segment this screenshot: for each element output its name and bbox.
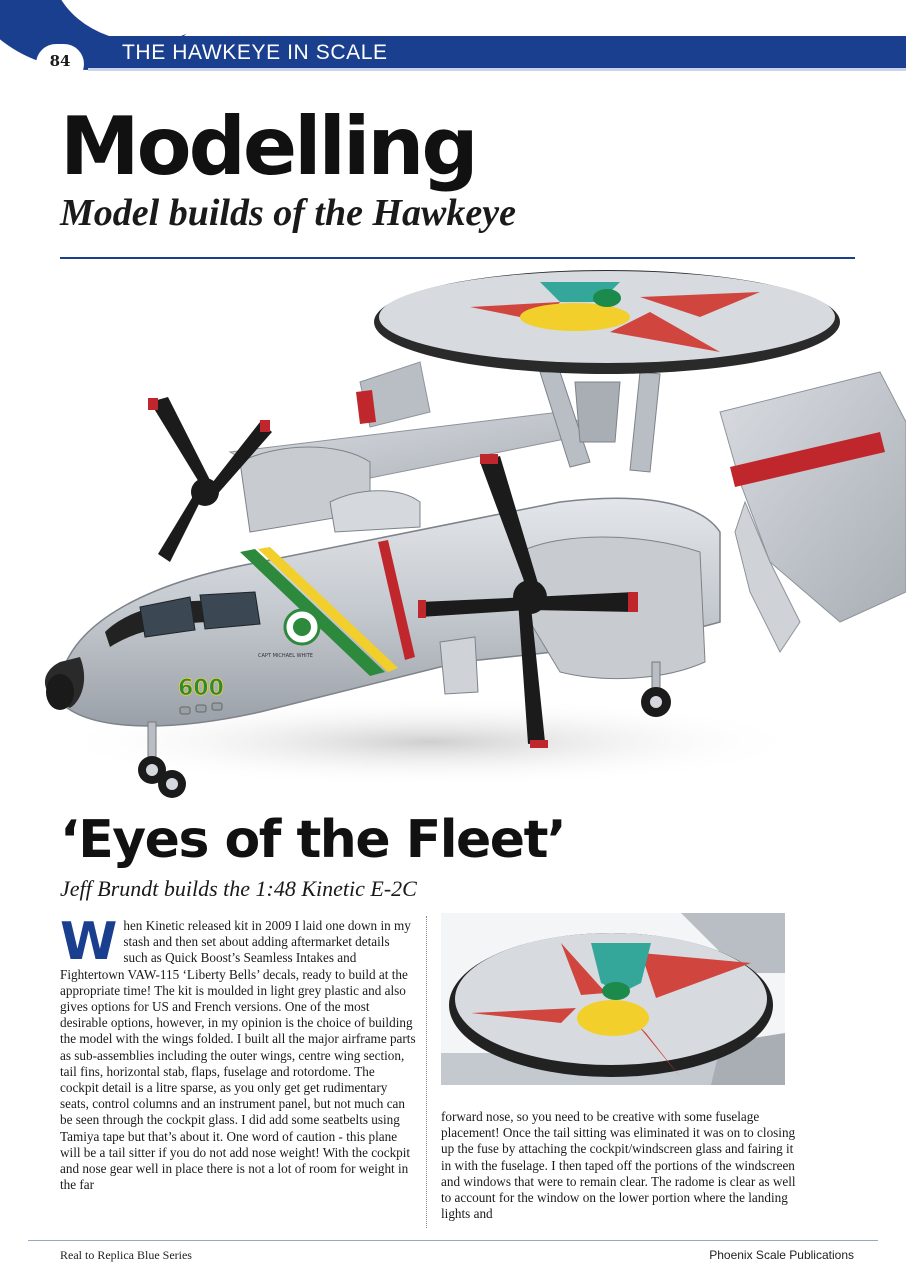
footer-rule bbox=[28, 1240, 878, 1241]
section-title: THE HAWKEYE IN SCALE bbox=[122, 41, 388, 64]
page-number: 84 bbox=[49, 52, 71, 70]
drop-cap: W bbox=[60, 912, 118, 972]
body-column-right bbox=[441, 1109, 797, 1222]
body-text-left: hen Kinetic released kit in 2009 I laid one down in my stash and then set about adding aftermarket details such as Quick Boost’s Seamless Intakes and Fightertown VAW-115 ‘Liberty Bells’ decals, ready to build at the appropriate time! The kit is moulded in light grey plastic and also gives options for US and French versions. One of the most desirable options, however, in my opinion is the choice of building the model with the wings folded. I built all the major airframe parts as sub-assemblies including the outer wings, centre wing section, tail fins, horizontal stab, flaps, fuselage and rotordome. The cockpit detail is a litre sparse, as you only get get rudimentary seats, control columns and an instrument panel, but not much can be seen through the cockpit glass. I did add some seatbelts using Tamiya tape but that’s about it. One word of caution - this plane will be a tail sitter if you do not add nose weight! With the cockpit and nose gear well in place there is not a lot of room for weight in the far bbox=[60, 918, 416, 1193]
page-title: Modelling bbox=[60, 100, 476, 193]
hero-photo bbox=[0, 262, 906, 822]
inset-photo bbox=[441, 913, 785, 1085]
article-byline: Jeff Brundt builds the 1:48 Kinetic E-2C bbox=[60, 876, 417, 901]
page-subtitle: Model builds of the Hawkeye bbox=[60, 192, 516, 234]
column-divider bbox=[426, 916, 427, 1228]
side-number: 600 bbox=[178, 676, 224, 701]
footer-series: Real to Replica Blue Series bbox=[60, 1248, 192, 1262]
footer-publisher: Phoenix Scale Publications bbox=[709, 1248, 854, 1262]
title-rule bbox=[60, 257, 855, 259]
header-underline bbox=[88, 68, 906, 71]
body-text-right: forward nose, so you need to be creative with some fuselage placement! Once the tail sitting was eliminated it was on to closing up the fuse by attaching the cockpit/windscreen glass and fairing it in with the fuselage. I then taped off the portions of the windscreen and windows that were to remain clear. The radome is clear as well to account for the window on the lower portion where the landing lights and bbox=[441, 1109, 796, 1222]
pilot-name: CAPT MICHAEL WHITE bbox=[258, 653, 313, 659]
body-column-left bbox=[60, 912, 416, 1193]
article-title: ‘Eyes of the Fleet’ bbox=[60, 810, 566, 870]
